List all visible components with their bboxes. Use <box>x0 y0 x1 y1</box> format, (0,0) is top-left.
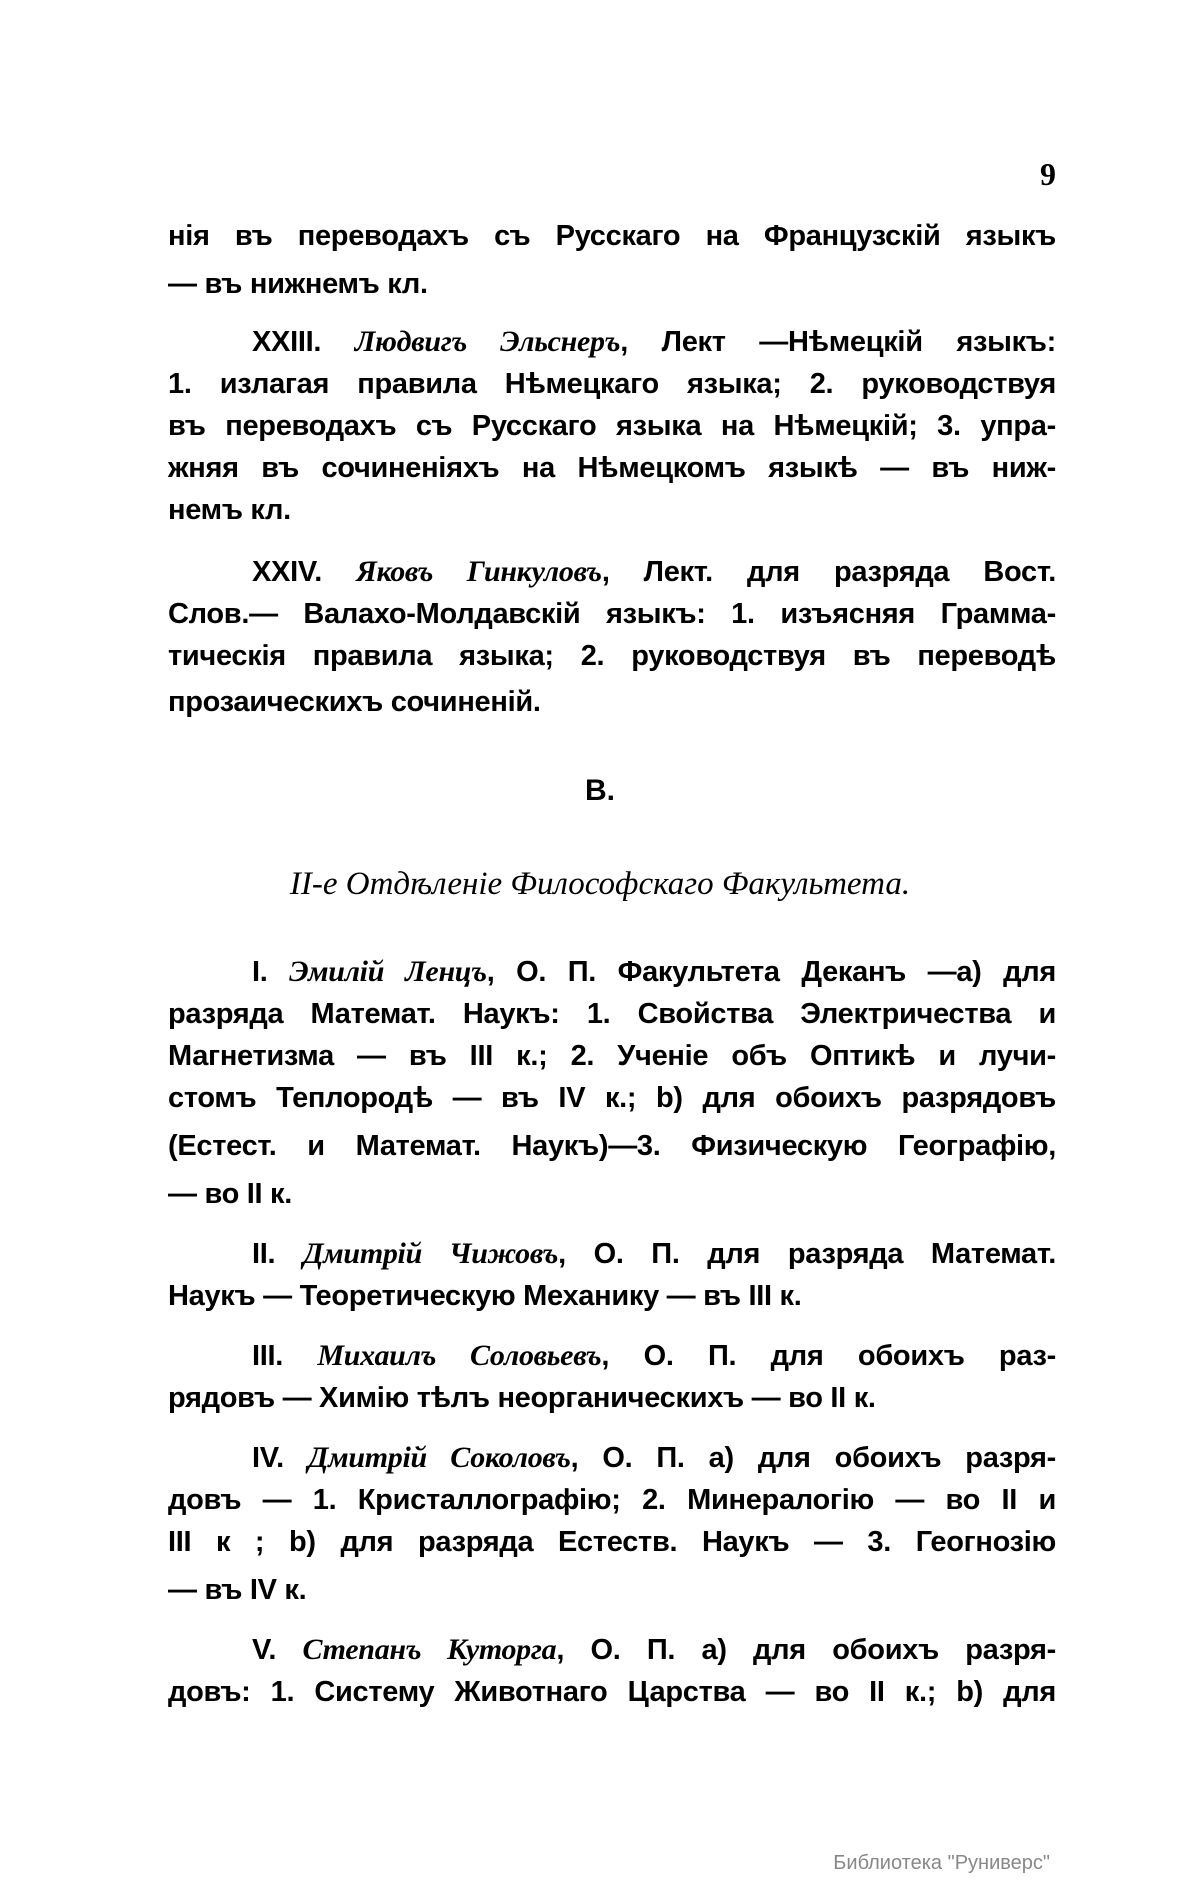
line-segment: , Лект. для разряда Вост. <box>601 556 1056 588</box>
line-segment: IV. <box>252 1442 308 1474</box>
text-line: — въ нижнемъ кл. <box>168 268 428 300</box>
text-line: довъ — 1. Кристаллографію; 2. Минералогію — во II и <box>168 1484 1056 1516</box>
line-segment: , О. П. а) для обоихъ разря- <box>570 1442 1057 1474</box>
line-segment: , О. П. для разряда Математ. <box>558 1238 1056 1270</box>
line-segment: XXIV. <box>252 556 357 588</box>
text-line: Магнетизма — въ III к.; 2. Ученіе объ Оптикѣ и лучи- <box>168 1040 1056 1072</box>
text-line: разряда Математ. Наукъ: 1. Свойства Электричества и <box>168 998 1056 1030</box>
person-name: Дмитрій Чижовъ <box>302 1237 559 1270</box>
line-segment: , О. П. а) для обоихъ разря- <box>556 1634 1056 1666</box>
text-line <box>252 1632 1056 1668</box>
text-line: — въ IV к. <box>168 1574 307 1606</box>
section-letter: В. <box>585 774 615 807</box>
person-name: Михаилъ Соловьевъ <box>317 1339 602 1372</box>
text-line: жняя въ сочиненіяхъ на Нѣмецкомъ языкѣ — въ ниж- <box>168 452 1056 484</box>
text-line: Слов.— Валахо-Молдавскій языкъ: 1. изъясняя Грамма- <box>168 598 1056 630</box>
text-line <box>252 1236 1056 1272</box>
text-line: Наукъ — Теоретическую Механику — въ III к. <box>168 1280 802 1312</box>
person-name: Степанъ Куторга <box>302 1633 557 1666</box>
text-line: въ переводахъ съ Русскаго языка на Нѣмецкій; 3. упра- <box>168 410 1056 442</box>
person-name: Людвигъ Эльснеръ <box>354 325 621 358</box>
text-line: III к ; b) для разряда Естеств. Наукъ — 3. Геогнозію <box>168 1526 1056 1558</box>
text-line <box>252 1440 1056 1476</box>
line-segment: XXIII. <box>252 326 355 358</box>
text-line: довъ: 1. Систему Животнаго Царства — во II к.; b) для <box>168 1676 1056 1708</box>
text-line: стомъ Теплородѣ — въ IV к.; b) для обоихъ разрядовъ <box>168 1082 1056 1114</box>
person-name: Дмитрій Соколовъ <box>307 1441 571 1474</box>
text-line: немъ кл. <box>168 494 291 526</box>
line-segment: , Лект —Нѣмецкій языкъ: <box>620 326 1056 358</box>
line-segment: III. <box>252 1340 318 1372</box>
section-heading: II-е Отдѣленіе Философскаго Факультета. <box>289 866 911 902</box>
text-line <box>252 1338 1056 1374</box>
person-name: Эмилій Ленцъ <box>289 955 487 988</box>
text-line: тическія правила языка; 2. руководствуя въ переводѣ <box>168 640 1056 672</box>
line-segment: , О. П. Факультета Деканъ —а) для <box>486 956 1056 988</box>
line-segment: , О. П. для обоихъ раз- <box>601 1340 1056 1372</box>
text-line <box>252 324 1056 360</box>
line-segment: II. <box>252 1238 303 1270</box>
text-line: прозаическихъ сочиненій. <box>168 686 541 718</box>
line-segment: V. <box>252 1634 303 1666</box>
page-number: 9 <box>1040 156 1056 192</box>
library-watermark: Библиотека "Руниверс" <box>833 1852 1050 1874</box>
text-line: (Естест. и Математ. Наукъ)—3. Физическую Географію, <box>168 1130 1056 1162</box>
text-line: 1. излагая правила Нѣмецкаго языка; 2. руководствуя <box>168 368 1056 400</box>
text-line: рядовъ — Химію тѣлъ неорганическихъ — во II к. <box>168 1382 876 1414</box>
text-line: — во II к. <box>168 1178 293 1210</box>
person-name: Яковъ Гинкуловъ <box>356 555 602 588</box>
text-line <box>252 954 1056 990</box>
line-segment: I. <box>252 956 290 988</box>
text-line: нія въ переводахъ съ Русскаго на Французскій языкъ <box>168 220 1056 252</box>
text-line <box>252 554 1056 590</box>
